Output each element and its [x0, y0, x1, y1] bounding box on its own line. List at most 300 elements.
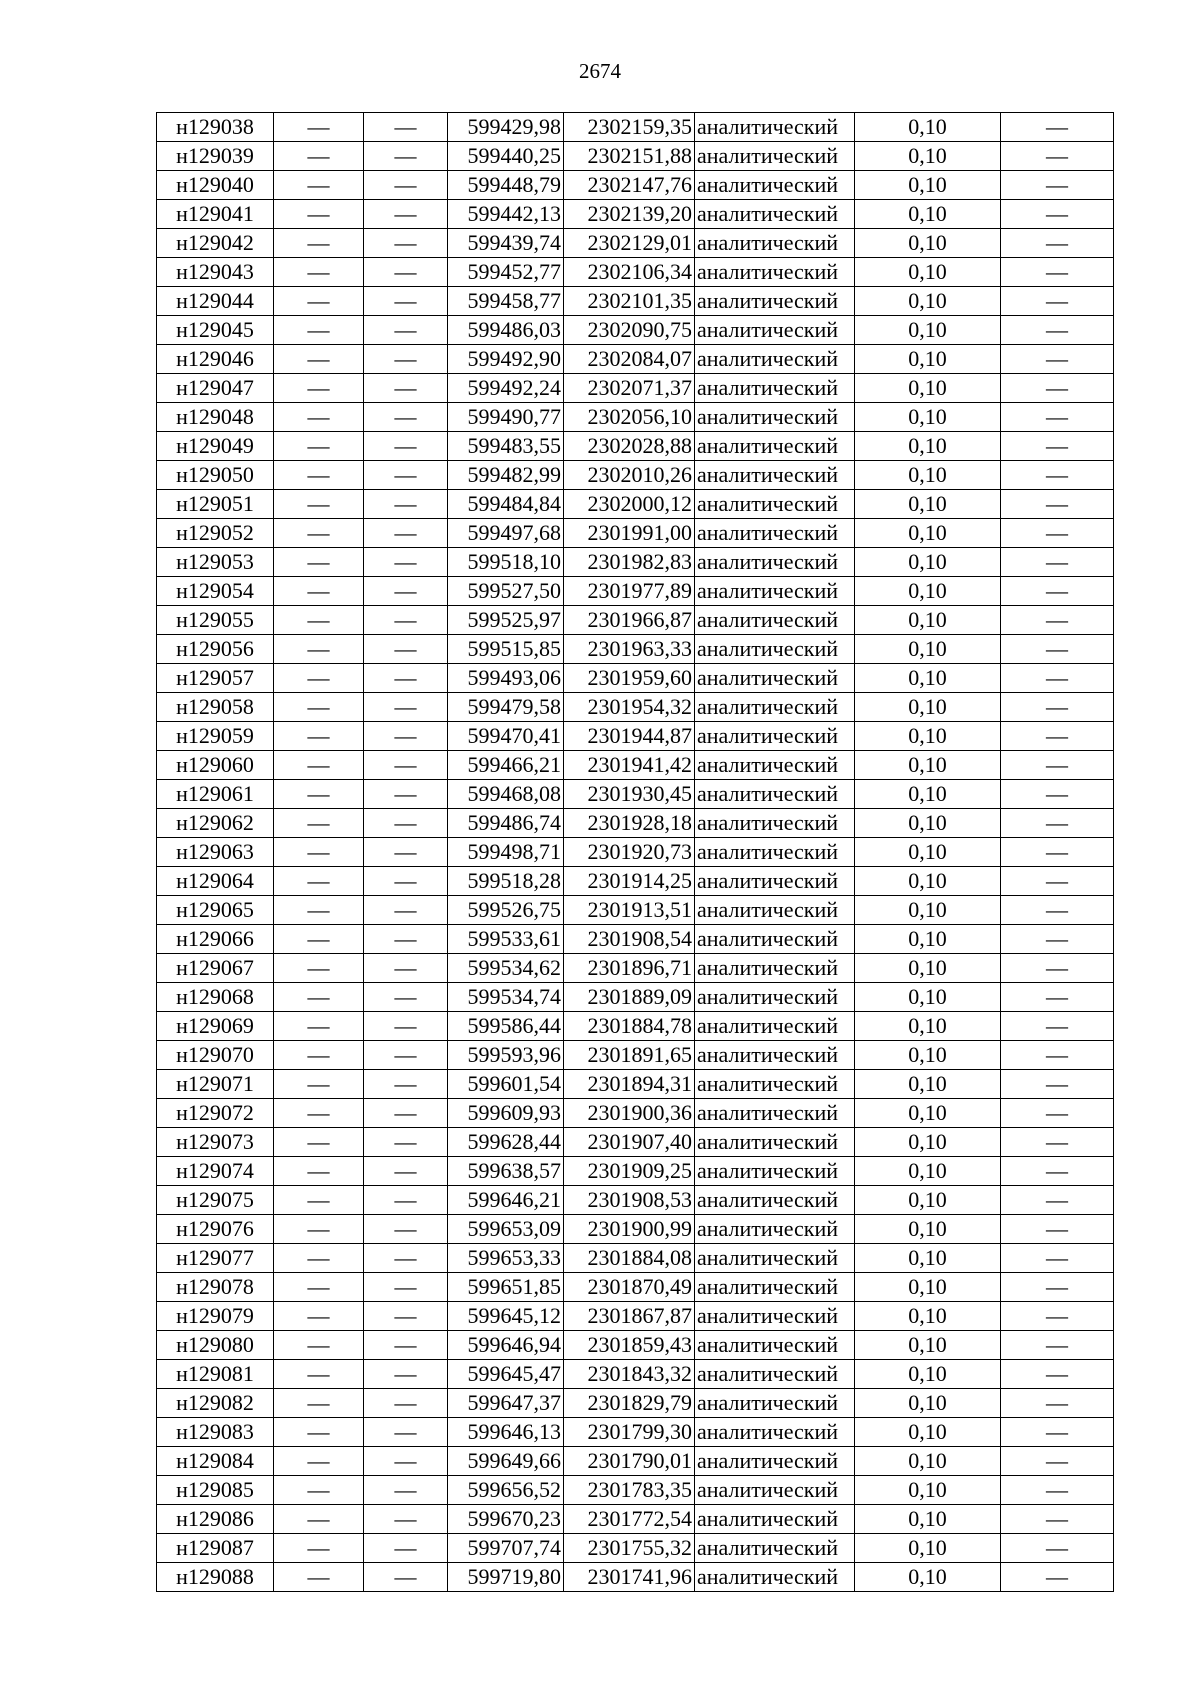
description-cell: — — [1001, 1505, 1114, 1534]
point-id-cell: н129060 — [157, 751, 274, 780]
y-coordinate-cell: 2301963,33 — [564, 635, 695, 664]
empty-x-old-cell: — — [274, 1041, 364, 1070]
empty-x-old-cell: — — [274, 1070, 364, 1099]
table-row — [157, 403, 1114, 432]
accuracy-cell: 0,10 — [855, 1418, 1001, 1447]
empty-x-old-cell: — — [274, 490, 364, 519]
empty-y-old-cell: — — [364, 838, 448, 867]
point-id-cell: н129041 — [157, 200, 274, 229]
x-coordinate-cell: 599534,74 — [448, 983, 564, 1012]
point-id-cell: н129066 — [157, 925, 274, 954]
point-id-cell: н129078 — [157, 1273, 274, 1302]
empty-x-old-cell: — — [274, 1157, 364, 1186]
method-cell: аналитический — [695, 983, 855, 1012]
x-coordinate-cell: 599609,93 — [448, 1099, 564, 1128]
description-cell: — — [1001, 1070, 1114, 1099]
method-cell: аналитический — [695, 1447, 855, 1476]
empty-y-old-cell: — — [364, 403, 448, 432]
empty-y-old-cell: — — [364, 606, 448, 635]
point-id-cell: н129038 — [157, 113, 274, 142]
table-row — [157, 809, 1114, 838]
accuracy-cell: 0,10 — [855, 548, 1001, 577]
empty-x-old-cell: — — [274, 258, 364, 287]
empty-x-old-cell: — — [274, 432, 364, 461]
accuracy-cell: 0,10 — [855, 1186, 1001, 1215]
point-id-cell: н129083 — [157, 1418, 274, 1447]
description-cell: — — [1001, 1186, 1114, 1215]
method-cell: аналитический — [695, 809, 855, 838]
empty-y-old-cell: — — [364, 519, 448, 548]
table-row — [157, 1186, 1114, 1215]
x-coordinate-cell: 599646,13 — [448, 1418, 564, 1447]
x-coordinate-cell: 599483,55 — [448, 432, 564, 461]
x-coordinate-cell: 599466,21 — [448, 751, 564, 780]
empty-y-old-cell: — — [364, 1563, 448, 1592]
x-coordinate-cell: 599470,41 — [448, 722, 564, 751]
empty-x-old-cell: — — [274, 171, 364, 200]
y-coordinate-cell: 2301977,89 — [564, 577, 695, 606]
description-cell: — — [1001, 1302, 1114, 1331]
x-coordinate-cell: 599442,13 — [448, 200, 564, 229]
table-row — [157, 1389, 1114, 1418]
empty-y-old-cell: — — [364, 983, 448, 1012]
y-coordinate-cell: 2302101,35 — [564, 287, 695, 316]
method-cell: аналитический — [695, 577, 855, 606]
y-coordinate-cell: 2302084,07 — [564, 345, 695, 374]
description-cell: — — [1001, 751, 1114, 780]
empty-x-old-cell: — — [274, 1447, 364, 1476]
method-cell: аналитический — [695, 1418, 855, 1447]
x-coordinate-cell: 599498,71 — [448, 838, 564, 867]
table-row — [157, 1128, 1114, 1157]
table-row — [157, 664, 1114, 693]
x-coordinate-cell: 599646,21 — [448, 1186, 564, 1215]
description-cell: — — [1001, 577, 1114, 606]
accuracy-cell: 0,10 — [855, 1476, 1001, 1505]
empty-y-old-cell: — — [364, 548, 448, 577]
accuracy-cell: 0,10 — [855, 664, 1001, 693]
empty-x-old-cell: — — [274, 722, 364, 751]
y-coordinate-cell: 2302106,34 — [564, 258, 695, 287]
method-cell: аналитический — [695, 490, 855, 519]
empty-x-old-cell: — — [274, 461, 364, 490]
x-coordinate-cell: 599518,28 — [448, 867, 564, 896]
table-row — [157, 751, 1114, 780]
empty-x-old-cell: — — [274, 142, 364, 171]
y-coordinate-cell: 2301914,25 — [564, 867, 695, 896]
method-cell: аналитический — [695, 1563, 855, 1592]
empty-x-old-cell: — — [274, 1476, 364, 1505]
accuracy-cell: 0,10 — [855, 171, 1001, 200]
table-row — [157, 693, 1114, 722]
x-coordinate-cell: 599707,74 — [448, 1534, 564, 1563]
description-cell: — — [1001, 896, 1114, 925]
x-coordinate-cell: 599452,77 — [448, 258, 564, 287]
method-cell: аналитический — [695, 664, 855, 693]
y-coordinate-cell: 2301944,87 — [564, 722, 695, 751]
accuracy-cell: 0,10 — [855, 1041, 1001, 1070]
accuracy-cell: 0,10 — [855, 1012, 1001, 1041]
y-coordinate-cell: 2301954,32 — [564, 693, 695, 722]
accuracy-cell: 0,10 — [855, 113, 1001, 142]
empty-y-old-cell: — — [364, 1505, 448, 1534]
y-coordinate-cell: 2301941,42 — [564, 751, 695, 780]
point-id-cell: н129064 — [157, 867, 274, 896]
point-id-cell: н129072 — [157, 1099, 274, 1128]
table-row — [157, 1360, 1114, 1389]
empty-y-old-cell: — — [364, 200, 448, 229]
x-coordinate-cell: 599490,77 — [448, 403, 564, 432]
description-cell: — — [1001, 1534, 1114, 1563]
table-row — [157, 925, 1114, 954]
accuracy-cell: 0,10 — [855, 722, 1001, 751]
method-cell: аналитический — [695, 142, 855, 171]
table-row — [157, 1476, 1114, 1505]
empty-y-old-cell: — — [364, 1389, 448, 1418]
empty-y-old-cell: — — [364, 374, 448, 403]
empty-x-old-cell: — — [274, 374, 364, 403]
empty-y-old-cell: — — [364, 1273, 448, 1302]
y-coordinate-cell: 2302056,10 — [564, 403, 695, 432]
description-cell: — — [1001, 1244, 1114, 1273]
accuracy-cell: 0,10 — [855, 577, 1001, 606]
point-id-cell: н129052 — [157, 519, 274, 548]
y-coordinate-cell: 2301894,31 — [564, 1070, 695, 1099]
table-row — [157, 954, 1114, 983]
empty-y-old-cell: — — [364, 1186, 448, 1215]
table-row — [157, 1447, 1114, 1476]
description-cell: — — [1001, 229, 1114, 258]
empty-x-old-cell: — — [274, 577, 364, 606]
empty-x-old-cell: — — [274, 954, 364, 983]
empty-y-old-cell: — — [364, 664, 448, 693]
empty-y-old-cell: — — [364, 1534, 448, 1563]
accuracy-cell: 0,10 — [855, 954, 1001, 983]
table-row — [157, 142, 1114, 171]
x-coordinate-cell: 599458,77 — [448, 287, 564, 316]
empty-x-old-cell: — — [274, 1418, 364, 1447]
table-row — [157, 896, 1114, 925]
empty-y-old-cell: — — [364, 809, 448, 838]
point-id-cell: н129075 — [157, 1186, 274, 1215]
y-coordinate-cell: 2301783,35 — [564, 1476, 695, 1505]
method-cell: аналитический — [695, 635, 855, 664]
accuracy-cell: 0,10 — [855, 287, 1001, 316]
empty-x-old-cell: — — [274, 1302, 364, 1331]
point-id-cell: н129086 — [157, 1505, 274, 1534]
empty-x-old-cell: — — [274, 113, 364, 142]
x-coordinate-cell: 599493,06 — [448, 664, 564, 693]
empty-x-old-cell: — — [274, 1244, 364, 1273]
empty-y-old-cell: — — [364, 925, 448, 954]
y-coordinate-cell: 2301889,09 — [564, 983, 695, 1012]
accuracy-cell: 0,10 — [855, 809, 1001, 838]
x-coordinate-cell: 599647,37 — [448, 1389, 564, 1418]
point-id-cell: н129042 — [157, 229, 274, 258]
x-coordinate-cell: 599586,44 — [448, 1012, 564, 1041]
table-row — [157, 287, 1114, 316]
description-cell: — — [1001, 664, 1114, 693]
table-row — [157, 722, 1114, 751]
table-row — [157, 1215, 1114, 1244]
description-cell: — — [1001, 809, 1114, 838]
point-id-cell: н129071 — [157, 1070, 274, 1099]
table-row — [157, 1157, 1114, 1186]
description-cell: — — [1001, 1331, 1114, 1360]
empty-x-old-cell: — — [274, 664, 364, 693]
method-cell: аналитический — [695, 1070, 855, 1099]
x-coordinate-cell: 599645,12 — [448, 1302, 564, 1331]
method-cell: аналитический — [695, 345, 855, 374]
empty-x-old-cell: — — [274, 838, 364, 867]
x-coordinate-cell: 599593,96 — [448, 1041, 564, 1070]
table-row — [157, 113, 1114, 142]
y-coordinate-cell: 2302090,75 — [564, 316, 695, 345]
empty-y-old-cell: — — [364, 229, 448, 258]
point-id-cell: н129069 — [157, 1012, 274, 1041]
accuracy-cell: 0,10 — [855, 925, 1001, 954]
y-coordinate-cell: 2301982,83 — [564, 548, 695, 577]
method-cell: аналитический — [695, 1389, 855, 1418]
method-cell: аналитический — [695, 1534, 855, 1563]
accuracy-cell: 0,10 — [855, 867, 1001, 896]
empty-y-old-cell: — — [364, 1302, 448, 1331]
point-id-cell: н129039 — [157, 142, 274, 171]
x-coordinate-cell: 599670,23 — [448, 1505, 564, 1534]
y-coordinate-cell: 2301741,96 — [564, 1563, 695, 1592]
empty-y-old-cell: — — [364, 142, 448, 171]
empty-x-old-cell: — — [274, 1012, 364, 1041]
accuracy-cell: 0,10 — [855, 519, 1001, 548]
accuracy-cell: 0,10 — [855, 1273, 1001, 1302]
x-coordinate-cell: 599479,58 — [448, 693, 564, 722]
description-cell: — — [1001, 258, 1114, 287]
description-cell: — — [1001, 374, 1114, 403]
empty-x-old-cell: — — [274, 519, 364, 548]
point-id-cell: н129079 — [157, 1302, 274, 1331]
method-cell: аналитический — [695, 606, 855, 635]
y-coordinate-cell: 2301891,65 — [564, 1041, 695, 1070]
x-coordinate-cell: 599645,47 — [448, 1360, 564, 1389]
method-cell: аналитический — [695, 171, 855, 200]
table-row — [157, 316, 1114, 345]
point-id-cell: н129074 — [157, 1157, 274, 1186]
accuracy-cell: 0,10 — [855, 1563, 1001, 1592]
point-id-cell: н129043 — [157, 258, 274, 287]
point-id-cell: н129084 — [157, 1447, 274, 1476]
description-cell: — — [1001, 1128, 1114, 1157]
x-coordinate-cell: 599440,25 — [448, 142, 564, 171]
description-cell: — — [1001, 432, 1114, 461]
x-coordinate-cell: 599497,68 — [448, 519, 564, 548]
empty-y-old-cell: — — [364, 722, 448, 751]
method-cell: аналитический — [695, 1505, 855, 1534]
method-cell: аналитический — [695, 200, 855, 229]
y-coordinate-cell: 2301966,87 — [564, 606, 695, 635]
y-coordinate-cell: 2301790,01 — [564, 1447, 695, 1476]
table-row — [157, 606, 1114, 635]
empty-x-old-cell: — — [274, 1389, 364, 1418]
table-row — [157, 1505, 1114, 1534]
empty-y-old-cell: — — [364, 113, 448, 142]
empty-x-old-cell: — — [274, 635, 364, 664]
empty-x-old-cell: — — [274, 345, 364, 374]
accuracy-cell: 0,10 — [855, 374, 1001, 403]
empty-y-old-cell: — — [364, 693, 448, 722]
y-coordinate-cell: 2301909,25 — [564, 1157, 695, 1186]
accuracy-cell: 0,10 — [855, 1215, 1001, 1244]
empty-x-old-cell: — — [274, 548, 364, 577]
table-row — [157, 461, 1114, 490]
description-cell: — — [1001, 490, 1114, 519]
point-id-cell: н129070 — [157, 1041, 274, 1070]
table-row — [157, 548, 1114, 577]
table-row — [157, 1534, 1114, 1563]
empty-y-old-cell: — — [364, 1215, 448, 1244]
x-coordinate-cell: 599656,52 — [448, 1476, 564, 1505]
empty-y-old-cell: — — [364, 1099, 448, 1128]
empty-y-old-cell: — — [364, 345, 448, 374]
point-id-cell: н129068 — [157, 983, 274, 1012]
point-id-cell: н129058 — [157, 693, 274, 722]
empty-y-old-cell: — — [364, 1244, 448, 1273]
table-row — [157, 867, 1114, 896]
x-coordinate-cell: 599429,98 — [448, 113, 564, 142]
point-id-cell: н129065 — [157, 896, 274, 925]
description-cell: — — [1001, 548, 1114, 577]
empty-y-old-cell: — — [364, 1331, 448, 1360]
empty-y-old-cell: — — [364, 461, 448, 490]
method-cell: аналитический — [695, 1215, 855, 1244]
empty-x-old-cell: — — [274, 287, 364, 316]
x-coordinate-cell: 599482,99 — [448, 461, 564, 490]
accuracy-cell: 0,10 — [855, 200, 1001, 229]
table-body — [157, 113, 1114, 1592]
method-cell: аналитический — [695, 896, 855, 925]
y-coordinate-cell: 2301907,40 — [564, 1128, 695, 1157]
x-coordinate-cell: 599484,84 — [448, 490, 564, 519]
empty-y-old-cell: — — [364, 1418, 448, 1447]
accuracy-cell: 0,10 — [855, 461, 1001, 490]
y-coordinate-cell: 2301755,32 — [564, 1534, 695, 1563]
empty-x-old-cell: — — [274, 1099, 364, 1128]
point-id-cell: н129054 — [157, 577, 274, 606]
accuracy-cell: 0,10 — [855, 403, 1001, 432]
description-cell: — — [1001, 722, 1114, 751]
point-id-cell: н129063 — [157, 838, 274, 867]
description-cell: — — [1001, 1273, 1114, 1302]
empty-x-old-cell: — — [274, 1505, 364, 1534]
empty-x-old-cell: — — [274, 606, 364, 635]
empty-x-old-cell: — — [274, 229, 364, 258]
empty-x-old-cell: — — [274, 403, 364, 432]
empty-y-old-cell: — — [364, 896, 448, 925]
empty-y-old-cell: — — [364, 1012, 448, 1041]
point-id-cell: н129059 — [157, 722, 274, 751]
empty-x-old-cell: — — [274, 896, 364, 925]
accuracy-cell: 0,10 — [855, 490, 1001, 519]
x-coordinate-cell: 599646,94 — [448, 1331, 564, 1360]
y-coordinate-cell: 2302159,35 — [564, 113, 695, 142]
y-coordinate-cell: 2301900,99 — [564, 1215, 695, 1244]
method-cell: аналитический — [695, 113, 855, 142]
empty-y-old-cell: — — [364, 171, 448, 200]
description-cell: — — [1001, 519, 1114, 548]
accuracy-cell: 0,10 — [855, 635, 1001, 664]
table-row — [157, 1244, 1114, 1273]
y-coordinate-cell: 2301799,30 — [564, 1418, 695, 1447]
method-cell: аналитический — [695, 1128, 855, 1157]
point-id-cell: н129045 — [157, 316, 274, 345]
method-cell: аналитический — [695, 1331, 855, 1360]
y-coordinate-cell: 2301896,71 — [564, 954, 695, 983]
description-cell: — — [1001, 1563, 1114, 1592]
description-cell: — — [1001, 113, 1114, 142]
description-cell: — — [1001, 200, 1114, 229]
empty-y-old-cell: — — [364, 1041, 448, 1070]
empty-x-old-cell: — — [274, 693, 364, 722]
x-coordinate-cell: 599525,97 — [448, 606, 564, 635]
method-cell: аналитический — [695, 954, 855, 983]
description-cell: — — [1001, 693, 1114, 722]
empty-x-old-cell: — — [274, 1215, 364, 1244]
point-id-cell: н129051 — [157, 490, 274, 519]
table-row — [157, 1273, 1114, 1302]
y-coordinate-cell: 2301928,18 — [564, 809, 695, 838]
method-cell: аналитический — [695, 403, 855, 432]
accuracy-cell: 0,10 — [855, 693, 1001, 722]
point-id-cell: н129061 — [157, 780, 274, 809]
description-cell: — — [1001, 780, 1114, 809]
y-coordinate-cell: 2301908,54 — [564, 925, 695, 954]
method-cell: аналитический — [695, 316, 855, 345]
y-coordinate-cell: 2302071,37 — [564, 374, 695, 403]
accuracy-cell: 0,10 — [855, 1505, 1001, 1534]
table-row — [157, 780, 1114, 809]
point-id-cell: н129050 — [157, 461, 274, 490]
method-cell: аналитический — [695, 1099, 855, 1128]
x-coordinate-cell: 599527,50 — [448, 577, 564, 606]
point-id-cell: н129040 — [157, 171, 274, 200]
empty-y-old-cell: — — [364, 780, 448, 809]
x-coordinate-cell: 599651,85 — [448, 1273, 564, 1302]
empty-x-old-cell: — — [274, 925, 364, 954]
description-cell: — — [1001, 142, 1114, 171]
method-cell: аналитический — [695, 374, 855, 403]
table-row — [157, 519, 1114, 548]
y-coordinate-cell: 2302129,01 — [564, 229, 695, 258]
method-cell: аналитический — [695, 693, 855, 722]
accuracy-cell: 0,10 — [855, 142, 1001, 171]
empty-y-old-cell: — — [364, 635, 448, 664]
x-coordinate-cell: 599526,75 — [448, 896, 564, 925]
accuracy-cell: 0,10 — [855, 780, 1001, 809]
method-cell: аналитический — [695, 548, 855, 577]
empty-y-old-cell: — — [364, 1070, 448, 1099]
point-id-cell: н129047 — [157, 374, 274, 403]
empty-y-old-cell: — — [364, 490, 448, 519]
description-cell: — — [1001, 983, 1114, 1012]
empty-x-old-cell: — — [274, 1186, 364, 1215]
description-cell: — — [1001, 635, 1114, 664]
table-row — [157, 171, 1114, 200]
empty-y-old-cell: — — [364, 258, 448, 287]
description-cell: — — [1001, 1389, 1114, 1418]
accuracy-cell: 0,10 — [855, 1331, 1001, 1360]
table-row — [157, 1070, 1114, 1099]
method-cell: аналитический — [695, 287, 855, 316]
x-coordinate-cell: 599439,74 — [448, 229, 564, 258]
